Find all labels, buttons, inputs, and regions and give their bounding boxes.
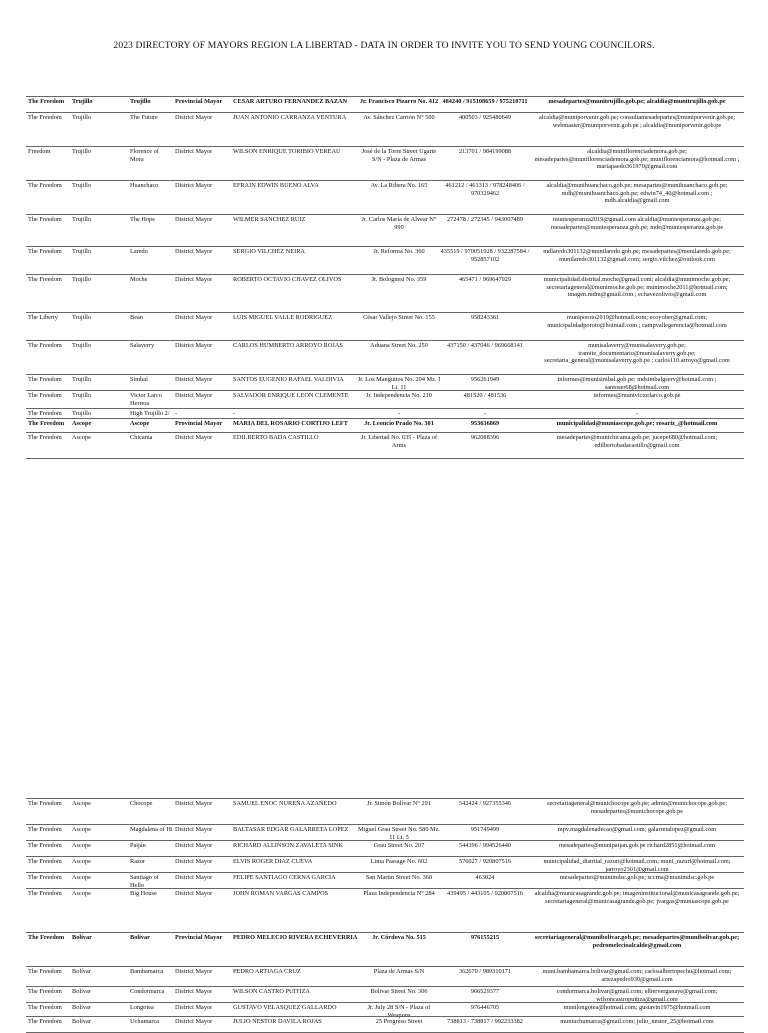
cell-region: The Freedom xyxy=(28,988,62,995)
cell-position: District Mayor xyxy=(175,1018,213,1025)
cell-province: Trujillo xyxy=(72,314,92,321)
cell-position: District Mayor xyxy=(175,342,213,349)
cell-name: BALTASAR EDGAR GALARRETA LOPEZ xyxy=(233,826,349,833)
cell-email: muni.bambamarca.bolivar@gmail.com; carlosalbertopechu@hotmail.com; artezapedro930@gmail.com xyxy=(542,968,732,983)
cell-email: municipalidad.distrital.moche@gmail.com; alcaldia@munimoche.gob.pe; secretariageneral@munimoche.gob.pe; munimoche2011@hotmail.com; imagen.mdm@gmail.com ; echavezolivos@gmail.com xyxy=(543,276,731,299)
cell-position: District Mayor xyxy=(175,148,213,155)
cell-phone: 439495 / 443105 / 920807516 xyxy=(447,890,523,897)
cell-email: mesadepartes@munitrujillo.gob.pe; alcaldia@munitrujillo.gob.pe xyxy=(548,98,726,105)
cell-district: Razor xyxy=(130,858,146,865)
cell-province: Ascope xyxy=(72,842,91,849)
cell-name: MARIA DEL ROSARIO CORTIJO LEFT xyxy=(233,420,348,427)
cell-address: Av. La Ribera No. 165 xyxy=(370,182,428,189)
cell-position: District Mayor xyxy=(175,826,213,833)
cell-district: Ascope xyxy=(130,420,150,427)
table-row xyxy=(26,1016,744,1033)
cell-name: JOHN ROMAN VARGAS CAMPOS xyxy=(233,890,329,897)
cell-position: District Mayor xyxy=(175,276,213,283)
cell-province: Trujillo xyxy=(72,148,92,155)
cell-province: Bolívar xyxy=(72,968,91,975)
cell-name: ELVIS ROGER DIAZ CUEVA xyxy=(233,858,313,865)
cell-district: Bolívar xyxy=(130,934,150,941)
cell-email: mdlaredo301132@munilaredo.gob.pe; mesadepartes@munilaredo.gob.pe; munilaredo301132@gmail.com; sergio.vilchez@outlook.com xyxy=(543,248,731,263)
cell-district: Santiago of Hello xyxy=(130,874,159,889)
table-row xyxy=(26,798,744,824)
cell-region: Freedom xyxy=(28,148,51,155)
cell-email: munilongotea@hotmail.com; gustavin1975@hotmail.com xyxy=(563,1004,711,1011)
cell-region: The Freedom xyxy=(28,420,65,427)
cell-phone: 484240 / 915108659 / 975210711 xyxy=(442,98,528,105)
cell-position: Provincial Mayor xyxy=(175,420,223,427)
cell-region: The Freedom xyxy=(28,98,65,105)
cell-position: District Mayor xyxy=(175,1004,213,1011)
cell-name: RICHARD ALLINSON ZAVALETA SINK xyxy=(233,842,343,849)
cell-position: District Mayor xyxy=(175,392,213,399)
cell-address: Jr. Francisco Pizarro No. 412 xyxy=(359,98,439,105)
table-row xyxy=(26,312,744,340)
cell-province: Ascope xyxy=(72,434,91,441)
cell-position: Provincial Mayor xyxy=(175,934,223,941)
cell-position: District Mayor xyxy=(175,988,213,995)
cell-name: JUAN ANTONIO CARRANZA VENTURA xyxy=(233,114,347,121)
cell-district: Big House xyxy=(130,890,157,897)
cell-province: Ascope xyxy=(72,826,91,833)
cell-district: Magdalena of Hi xyxy=(130,826,173,833)
cell-region: The Freedom xyxy=(28,248,62,255)
cell-region: The Liberty xyxy=(28,314,58,321)
cell-phone: 213701 / 984199088 xyxy=(458,148,512,155)
cell-province: Ascope xyxy=(72,890,91,897)
cell-position: District Mayor xyxy=(175,434,213,441)
cell-phone: 951749499 xyxy=(470,826,500,833)
cell-region: The Freedom xyxy=(28,800,62,807)
cell-region: The Freedom xyxy=(28,216,62,223)
table-row xyxy=(26,146,744,180)
cell-phone: 437150 / 437046 / 969668141 xyxy=(447,342,523,349)
cell-province: Ascope xyxy=(72,420,92,427)
table-row xyxy=(26,390,744,408)
cell-phone: 463024 xyxy=(475,874,495,881)
cell-email: mesadepartes@munimdsc.gob.pe; sccrna@munimdsc.gob.pe xyxy=(559,874,715,881)
cell-province: Trujillo xyxy=(72,410,92,417)
cell-district: Salaverry xyxy=(130,342,155,349)
cell-address: José de la Torre Street Ugarte S/N - Plaza de Armas xyxy=(361,148,437,163)
cell-address: Jr. Independencia No. 210 xyxy=(366,392,432,399)
cell-phone: 976446705 xyxy=(470,1004,500,1011)
cell-phone: 953636869 xyxy=(470,420,500,427)
cell-name: EDILBERTO BADA CASTILLO xyxy=(233,434,319,441)
cell-phone: 461212 / 461313 / 978248406 / 970329462 xyxy=(445,182,525,197)
cell-district: Laredo xyxy=(130,248,148,255)
cell-province: Bolívar xyxy=(72,1004,91,1011)
cell-address: Jr. July 28 S/N - Plaza of Weapons xyxy=(367,1004,431,1019)
cell-address: Bolivar Street No. 306 xyxy=(370,988,428,995)
cell-province: Ascope xyxy=(72,858,91,865)
cell-name: SERGIO VILCHEZ NEIRA xyxy=(233,248,305,255)
cell-name: WILSON CASTRO PUITIZA xyxy=(233,988,310,995)
cell-address: Jr. Simón Bolívar N° 291 xyxy=(367,800,431,807)
cell-province: Ascope xyxy=(72,874,91,881)
cell-name: ROBERTO OCTAVIO CHAVEZ OLIVOS xyxy=(233,276,342,283)
cell-district: Bambamarca xyxy=(130,968,164,975)
cell-region: The Freedom xyxy=(28,376,62,383)
table-row xyxy=(26,96,744,112)
cell-region: The Freedom xyxy=(28,968,62,975)
cell-address: Jr. Córdova No. 515 xyxy=(372,934,426,941)
cell-district: Simbal xyxy=(130,376,148,383)
cell-email: alcaldia@muniporvenir.gob.pe; consultamesadepartes@muniporvenir.gob.pe; webmaster@muniporvenir.gob.pe ; alcaldia@muniporvenir.gob.pe xyxy=(538,114,736,129)
cell-district: Chicama xyxy=(130,434,153,441)
cell-position: District Mayor xyxy=(175,874,213,881)
cell-email: - xyxy=(635,410,639,417)
cell-name: WILMER SANCHEZ RUIZ xyxy=(233,216,306,223)
cell-region: The Freedom xyxy=(28,934,65,941)
cell-province: Trujillo xyxy=(72,376,92,383)
cell-name: LUIS MIGUEL VALLE RODRIGUEZ xyxy=(233,314,333,321)
cell-address: Jr. Los Manguitos No. 204 Mz. I Lt. 11 xyxy=(357,376,441,391)
cell-district: Trujillo xyxy=(130,98,151,105)
cell-district: Condormarca xyxy=(130,988,165,995)
cell-address: Grau Street No. 207 xyxy=(373,842,425,849)
cell-phone: 481520 / 481536 xyxy=(463,392,507,399)
table-row xyxy=(26,246,744,274)
cell-region: The Freedom xyxy=(28,890,62,897)
cell-name: FELIPE SANTIAGO CERNA GARCIA xyxy=(233,874,336,881)
cell-region: The Freedom xyxy=(28,434,62,441)
cell-position: District Mayor xyxy=(175,858,213,865)
cell-province: Trujillo xyxy=(72,98,93,105)
cell-region: The Freedom xyxy=(28,826,62,833)
cell-address: Jr. Carlos María de Alvear N° 999 xyxy=(361,216,437,231)
cell-address: San Martin Street No. 360 xyxy=(365,874,433,881)
cell-email: muniporoto2019@hotmail.com; ecoyober@gmail.com; municipalidadporoto@hotmail.com ; campvallegerencia@hotmail.com xyxy=(547,314,727,329)
cell-region: The Freedom xyxy=(28,114,62,121)
cell-phone: 465471 / 969647929 xyxy=(458,276,512,283)
cell-region: The Freedom xyxy=(28,842,62,849)
cell-address: César Vallejo Street No. 155 xyxy=(363,314,435,321)
cell-position: District Mayor xyxy=(175,114,213,121)
table-row xyxy=(26,408,744,418)
cell-email: alcaldia@munihuanchaco.gob.pe; mesapartes@munihuanchaco.gob.pe; mdh@munihuanchaco.gob.pe; edwin74_40@hotmail.com ; mdh.alcaldia@gmail.com xyxy=(546,182,728,205)
cell-name: - xyxy=(233,410,236,417)
cell-email: secretariageneral@munichocope.gob.pe; admin@munichocope.gob.pe; mesadepartes@munichocope.gob.pe xyxy=(547,800,727,815)
table-row xyxy=(26,872,744,888)
cell-province: Trujillo xyxy=(72,342,92,349)
table-row xyxy=(26,112,744,146)
cell-district: Huanchaco xyxy=(130,182,159,189)
cell-position: District Mayor xyxy=(175,800,213,807)
cell-name: SANTOS EUGENIO RAFAEL VALDIVIA xyxy=(233,376,344,383)
cell-phone: 956261949 xyxy=(470,376,500,383)
cell-name: SALVADOR ENRIQUE LEON CLEMENTE xyxy=(233,392,349,399)
cell-province: Trujillo xyxy=(72,182,92,189)
page-title: 2023 DIRECTORY OF MAYORS REGION LA LIBERTAD - DATA IN ORDER TO INVITE YOU TO SEND YOUNG COUNCILORS. xyxy=(113,40,655,51)
cell-district: The Future xyxy=(130,114,158,121)
cell-name: PEDRO MELECIO RIVERA ECHEVERRIA xyxy=(233,934,358,941)
cell-region: The Freedom xyxy=(28,342,62,349)
cell-phone: 400503 / 925480649 xyxy=(458,114,512,121)
cell-address: - xyxy=(397,410,401,417)
cell-address: Miguel Grau Street No. 580 Mz. 11 Lt. 5 xyxy=(357,826,441,841)
cell-region: The Freedom xyxy=(28,858,62,865)
cell-name: EFRAIN EDWIN BUENO ALVA xyxy=(233,182,319,189)
cell-position: District Mayor xyxy=(175,890,213,897)
table-row xyxy=(26,840,744,856)
cell-district: Florence of Mora xyxy=(130,148,159,163)
cell-name: JULIO NESTOR DAVILA ROJAS xyxy=(233,1018,322,1025)
cell-phone: 958243361 xyxy=(470,314,500,321)
cell-name: SAMUEL ENOC NUREÑA AZAÑEDO xyxy=(233,800,337,807)
cell-name: PEDRO ARTIAGA CRUZ xyxy=(233,968,301,975)
cell-province: Trujillo xyxy=(72,216,92,223)
table-row xyxy=(26,966,744,986)
cell-district: Bean xyxy=(130,314,143,321)
cell-email: condormarca.bolivar@gmail.com; elberverganaye@gmail.com; wilsoncastropuitiza@gmail.com xyxy=(556,988,718,1003)
cell-address: Lima Passage No. 602 xyxy=(370,858,428,865)
cell-position: District Mayor xyxy=(175,216,213,223)
cell-address: 25 Progreso Street xyxy=(375,1018,423,1025)
table-row xyxy=(26,986,744,1002)
cell-province: Trujillo xyxy=(72,276,92,283)
cell-province: Trujillo xyxy=(72,248,92,255)
table-row xyxy=(26,856,744,872)
cell-phone: 966529377 xyxy=(470,988,500,995)
cell-name: CARLOS HUMBERTO ARROYO ROJAS xyxy=(233,342,343,349)
cell-address: Jr. Libertad No. 635 - Plaza of Arms xyxy=(360,434,438,449)
table-row xyxy=(26,214,744,246)
cell-address: Jr. Bolognesi No. 359 xyxy=(371,276,427,283)
cell-address: Av. Sánchez Carrión N° 500 xyxy=(363,114,435,121)
cell-district: The Hope xyxy=(130,216,156,223)
cell-province: Bolívar xyxy=(72,1018,91,1025)
cell-region: The Freedom xyxy=(28,410,62,417)
cell-district: Victor Larco Herrera xyxy=(130,392,162,407)
cell-phone: 976155215 xyxy=(470,934,500,941)
cell-region: The Freedom xyxy=(28,874,62,881)
cell-district: Paiján xyxy=(130,842,146,849)
cell-phone: 272478 / 272345 / 943007489 xyxy=(447,216,523,223)
cell-district: Moche xyxy=(130,276,148,283)
cell-email: munisalaverry@munisalaverry.gob.pe; tramite_documentario@munisalaverry.gob.pe; secretaria_general@munisalaverry.gob.pe ; carlos110.arroyo@gmail.com xyxy=(544,342,730,365)
cell-region: The Freedom xyxy=(28,1004,62,1011)
cell-email: alcaldia@muniflorenciademora.gob.pe; mesadepartes@muniflorenciademora.gob.pe; muniflorenciamora@hotmail.com ; mariapaedo361970@gmail.com xyxy=(534,148,740,171)
cell-province: Trujillo xyxy=(72,114,92,121)
table-row xyxy=(26,274,744,312)
cell-position: Provincial Mayor xyxy=(175,98,223,105)
cell-phone: 738813 / 738817 / 992233382 xyxy=(447,1018,523,1025)
cell-address: Jr. Reforma No. 360 xyxy=(373,248,425,255)
cell-position: District Mayor xyxy=(175,182,213,189)
cell-province: Trujillo xyxy=(72,392,92,399)
cell-name: WILSON ENRIQUE TORIBIO VEREAU xyxy=(233,148,341,155)
cell-phone: 962088396 xyxy=(470,434,500,441)
cell-phone: 542424 / 927355346 xyxy=(458,800,512,807)
cell-district: Uchumarca xyxy=(130,1018,160,1025)
table-row xyxy=(26,418,744,432)
cell-position: District Mayor xyxy=(175,314,213,321)
cell-phone: 576027 / 920807516 xyxy=(458,858,512,865)
cell-position: District Mayor xyxy=(175,842,213,849)
cell-district: Longotea xyxy=(130,1004,154,1011)
cell-region: The Freedom xyxy=(28,276,62,283)
cell-name: CESAR ARTURO FERNANDEZ BAZAN xyxy=(233,98,348,105)
cell-address: Plaza de Armas S/N xyxy=(373,968,425,975)
cell-phone: - xyxy=(483,410,487,417)
cell-email: municipalidad@muniascope.gob.pe; rosariz_@hotmail.com xyxy=(556,420,718,427)
cell-email: muniesperanza2019@gmail.com alcaldia@muniesperanza.gob.pe; mesadepartes@muniesperanza.gob.pe; mde@muniesperanza.gob.pe xyxy=(550,216,724,231)
cell-address: Jr. Leoncio Prado No. 301 xyxy=(364,420,434,427)
cell-region: The Freedom xyxy=(28,392,62,399)
cell-address: Plaza Independencia N° 284 xyxy=(363,890,435,897)
cell-email: informes@munivictorlarco.gob.pe xyxy=(593,392,681,399)
cell-province: Ascope xyxy=(72,800,91,807)
cell-position: District Mayor xyxy=(175,376,213,383)
cell-position: District Mayor xyxy=(175,968,213,975)
cell-district: High Trujillo 2/ xyxy=(130,410,170,417)
cell-email: municipalidad_distrital_razuri@hotmail.com; muni_razuri@hotmail.com; jarroyo2301@gmail.com xyxy=(543,858,731,873)
table-row xyxy=(26,180,744,214)
table-row xyxy=(26,1002,744,1019)
cell-email: mesadepartes@munichicama.gob.pe; jucepe680@hotmail.com; edilbertobadacastillo@gmail.com xyxy=(556,434,718,449)
cell-phone: 544396 / 994526440 xyxy=(458,842,512,849)
table-row xyxy=(26,888,744,932)
cell-email: muniuchumarca@gmail.com; julio_nestor_25@hotmail.com xyxy=(560,1018,714,1025)
cell-email: informes@munisimbal.gob.pe; mdsimbalgserv@hotmail.com ; santoser68@hotmail.com xyxy=(557,376,717,391)
cell-position: - xyxy=(175,410,178,417)
table-row xyxy=(26,374,744,390)
cell-region: The Freedom xyxy=(28,182,62,189)
table-row xyxy=(26,340,744,374)
cell-phone: 435519 / 970051928 / 932287584 / 952857102 xyxy=(440,248,530,263)
cell-email: alcaldia@municasagrande.gob.pe; imageninstitucional@municasagrande.gob.pe; secretariageneral@municasagrande.gob.pe; jvargas@muniascope.gob.pe xyxy=(534,890,740,905)
cell-name: GUSTAVO VELASQUEZ GALLARDO xyxy=(233,1004,337,1011)
cell-position: District Mayor xyxy=(175,248,213,255)
cell-province: Bolívar xyxy=(72,988,91,995)
cell-district: Chocope xyxy=(130,800,153,807)
cell-region: The Freedom xyxy=(28,1018,62,1025)
cell-address: Aduana Street No. 250 xyxy=(370,342,428,349)
cell-email: secretariageneral@munibolivar.gob.pe; mesadepartes@munibolivar.gob.pe; pedromelecioalcalde@gmail.com xyxy=(534,934,740,949)
cell-province: Bolívar xyxy=(72,934,92,941)
table-row xyxy=(26,432,744,459)
cell-email: mpv.magdalenadecao@gmail.com; galarretalopez@gmail.com xyxy=(557,826,717,833)
cell-phone: 362670 / 989310171 xyxy=(458,968,512,975)
table-row xyxy=(26,824,744,840)
table-row xyxy=(26,932,744,966)
cell-email: mesadepartes@munipaijan.gob.pe richard2851@hotmail.com xyxy=(558,842,716,849)
